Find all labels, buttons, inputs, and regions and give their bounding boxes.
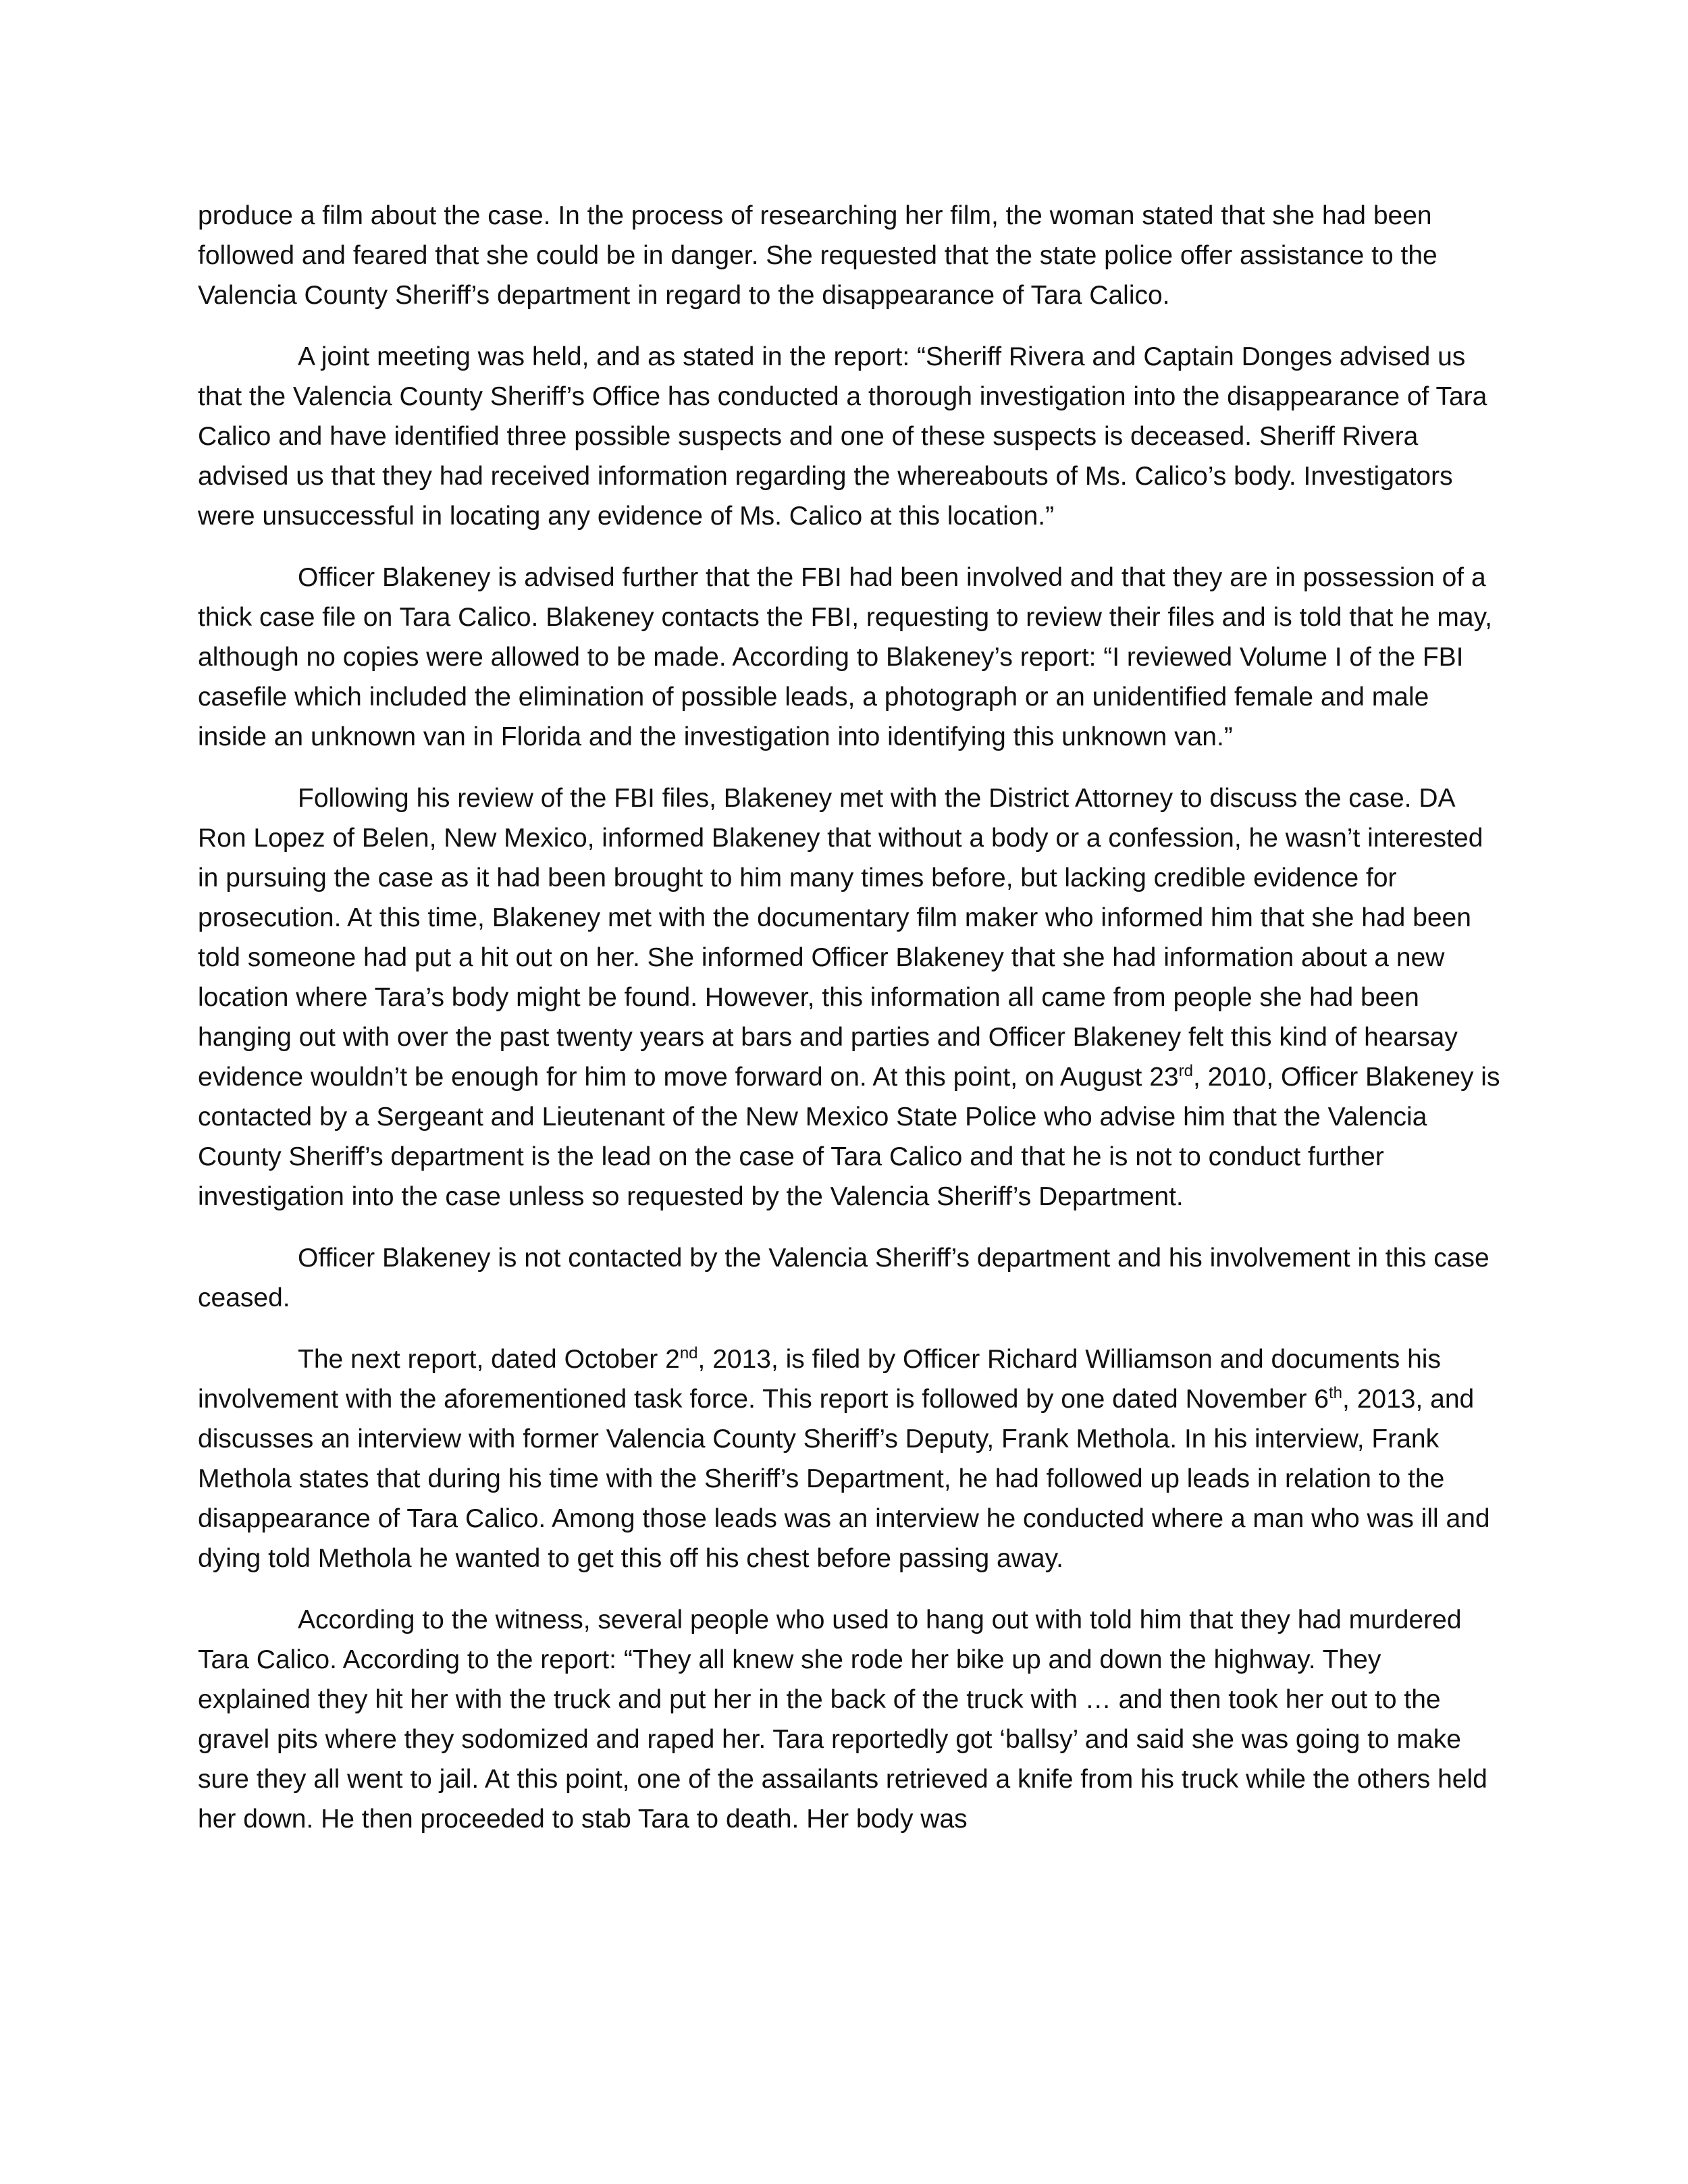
paragraph-1 (198, 196, 1501, 315)
document-body (198, 196, 1501, 1861)
paragraph-3 (198, 558, 1501, 757)
ordinal-superscript: nd (679, 1344, 698, 1362)
paragraph-4 (198, 778, 1501, 1217)
paragraph-text: , 2013, is filed by Officer Richard Williamson and documents his involvement with the aforementioned task force. This report is followed by one dated November 6 (198, 1345, 1441, 1414)
paragraph-text: The next report, dated October 2 (298, 1345, 680, 1374)
paragraph-text: Following his review of the FBI files, Blakeney met with the District Attorney to discuss the case. DA Ron Lopez of Belen, New Mexico, informed Blakeney that without a body or a confession, he wasn’t interested in pursuing the case as it had been brought to him many times before, but lacking credible evidence for prosecution. At this time, Blakeney met with the documentary film maker who informed him that she had been told someone had put a hit out on her. She informed Officer Blakeney that she had information about a new location where Tara’s body might be found. However, this information all came from people she had been hanging out with over the past twenty years at bars and parties and Officer Blakeney felt this kind of hearsay evidence wouldn’t be enough for him to move forward on. At this point, on August 23 (198, 784, 1483, 1092)
ordinal-superscript: rd (1178, 1062, 1193, 1080)
paragraph-text: Officer Blakeney is advised further that the FBI had been involved and that they are in possession of a thick case file on Tara Calico. Blakeney contacts the FBI, requesting to review their files and is told that he may, although no copies were allowed to be made. According to Blakeney’s report: “I reviewed Volume I of the FBI casefile which included the elimination of possible leads, a photograph or an unidentified female and male inside an unknown van in Florida and the investigation into identifying this unknown van.” (198, 563, 1493, 751)
paragraph-6 (198, 1339, 1501, 1578)
paragraph-2 (198, 337, 1501, 536)
paragraph-text: , 2010, Officer Blakeney is contacted by a Sergeant and Lieutenant of the New Mexico State Police who advise him that the Valencia County Sheriff’s department is the lead on the case of Tara Calico and that he is not to conduct further investigation into the case unless so requested by the Valencia Sheriff’s Department. (198, 1063, 1500, 1211)
paragraph-7 (198, 1600, 1501, 1839)
paragraph-5 (198, 1238, 1501, 1318)
paragraph-text: A joint meeting was held, and as stated in the report: “Sheriff Rivera and Captain Donges advised us that the Valencia County Sheriff’s Office has conducted a thorough investigation into the disappearance of Tara Calico and have identified three possible suspects and one of these suspects is deceased. Sheriff Rivera advised us that they had received information regarding the whereabouts of Ms. Calico’s body. Investigators were unsuccessful in locating any evidence of Ms. Calico at this location.” (198, 342, 1487, 531)
paragraph-text: Officer Blakeney is not contacted by the Valencia Sheriff’s department and his involvement in this case ceased. (198, 1244, 1489, 1312)
paragraph-text: According to the witness, several people who used to hang out with told him that they had murdered Tara Calico. According to the report: “They all knew she rode her bike up and down the highway. They explained they hit her with the truck and put her in the back of the truck with … and then took her out to the gravel pits where they sodomized and raped her. Tara reportedly got ‘ballsy’ and said she was going to make sure they all went to jail. At this point, one of the assailants retrieved a knife from his truck while the others held her down. He then proceeded to stab Tara to death. Her body was (198, 1605, 1487, 1834)
paragraph-text: produce a film about the case. In the process of researching her film, the woman stated that she had been followed and feared that she could be in danger. She requested that the state police offer assistance to the Valencia County Sheriff’s department in regard to the disappearance of Tara Calico. (198, 201, 1438, 310)
paragraph-text: , 2013, and discusses an interview with former Valencia County Sheriff’s Deputy, Frank Methola. In his interview, Frank Methola states that during his time with the Sheriff’s Department, he had followed up leads in relation to the disappearance of Tara Calico. Among those leads was an interview he conducted where a man who was ill and dying told Methola he wanted to get this off his chest before passing away. (198, 1385, 1490, 1573)
ordinal-superscript: th (1329, 1384, 1343, 1402)
